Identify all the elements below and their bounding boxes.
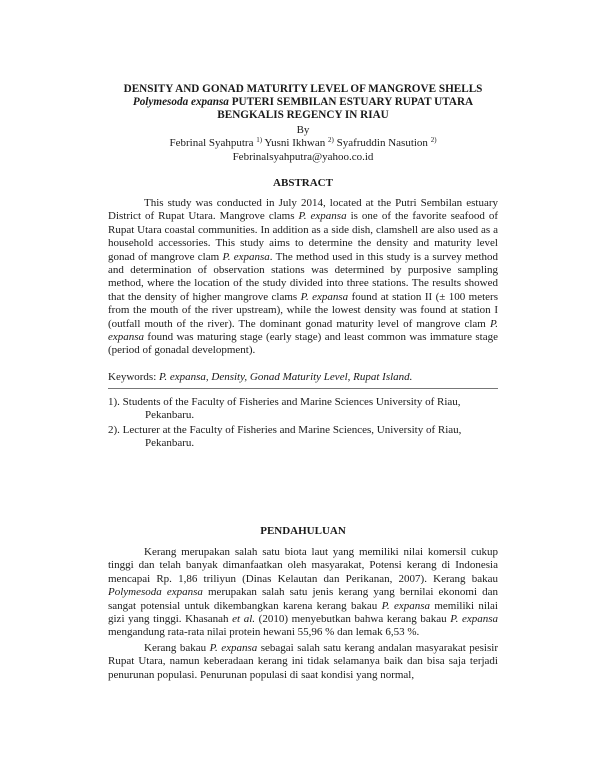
- keywords: [108, 371, 498, 384]
- species-name: P. expansa: [222, 250, 270, 263]
- intro-text: mengandung rata-rata nilai protein hewani 55,96 % dan lemak 6,53 %.: [108, 626, 420, 639]
- intro-paragraph-1: [108, 546, 498, 640]
- citation-et-al: et al.: [232, 613, 256, 626]
- keywords-label: Keywords:: [108, 371, 160, 383]
- species-name: P. expansa: [298, 210, 347, 223]
- author-3: Syafruddin Nasution: [333, 137, 428, 150]
- section-heading-pendahuluan: PENDAHULUAN: [260, 525, 346, 537]
- intro-text: memiliki nilai gizi yang tinggi. Khasanah: [108, 599, 498, 626]
- author-names: [108, 137, 498, 150]
- abstract-body: [108, 197, 498, 358]
- author-1: Febrinal Syahputra: [169, 137, 254, 150]
- footnote-2: 2). Lecturer at the Faculty of Fisheries and Marine Sciences, University of Riau, Pekanbaru.: [108, 423, 462, 450]
- title-line-2: [108, 96, 498, 109]
- title-line-2-rest: PUTERI SEMBILAN ESTUARY RUPAT UTARA: [228, 96, 474, 109]
- footnote-1: 1). Students of the Faculty of Fisheries and Marine Sciences University of Riau, Pekanbaru.: [108, 396, 461, 422]
- intro-text: (2010) menyebutkan bahwa kerang bakau: [255, 613, 451, 626]
- author-2: Yusni Ikhwan: [262, 137, 326, 150]
- footnote-divider: [108, 388, 498, 389]
- title-species-name: Polymesoda expansa: [132, 96, 229, 109]
- abstract-text: This study was conducted in July 2014, located at the Putri Sembilan estuary District of Rupat Utara. Mangrove clams: [108, 197, 498, 223]
- title-line-1: DENSITY AND GONAD MATURITY LEVEL OF MANGROVE SHELLS: [123, 83, 483, 95]
- species-name: P. expansa: [209, 641, 258, 654]
- author-3-affiliation: 2): [430, 136, 437, 145]
- abstract-text: . The method used in this study is a survey method and determination of observation stations was determined by purposive sampling method, where the location of the study divided into three stations. The results showed that the density of higher mangrove clams: [108, 250, 498, 303]
- author-1-affiliation: 1): [256, 136, 263, 145]
- footnotes: [108, 396, 498, 452]
- author-2-affiliation: 2): [327, 136, 334, 145]
- abstract-text: is one of the favorite seafood of Rupat Utara coastal communities. In addition as a side dish, clamshell are also used as a household accessories. This study aims to determine the density and maturity level gonad of mangrove clam: [108, 210, 498, 263]
- author-block: [108, 124, 498, 164]
- abstract-text: found at station II (± 100 meters from the mouth of the river upstream), while the lowest density was found at station I (outfall mouth of the river). The dominant gonad maturity level of mangrove clam: [108, 290, 498, 330]
- title-line-3: BENGKALIS REGENCY IN RIAU: [217, 109, 389, 122]
- species-name: P. expansa: [381, 599, 431, 612]
- intro-text: Kerang bakau: [144, 641, 210, 654]
- intro-paragraph-2: [108, 642, 498, 682]
- species-name: Polymesoda expansa: [108, 586, 203, 599]
- abstract-heading: ABSTRACT: [273, 177, 333, 189]
- introduction-body: [108, 546, 498, 684]
- by-label: By: [296, 124, 310, 136]
- intro-text: Kerang merupakan salah satu biota laut yang memiliki nilai komersil cukup tinggi dan telah banyak dimanfaatkan oleh masyarakat, Potensi kerang di Indonesia mencapai Rp. 1,86 triliyun (Dinas Kelautan dan Perikanan, 2007). Kerang bakau: [108, 546, 498, 585]
- abstract-paragraph: [108, 197, 498, 358]
- abstract-text: found was maturing stage (early stage) and least common was immature stage (period of gonadal development).: [108, 331, 498, 357]
- intro-text: sebagai salah satu kerang andalan masyarakat pesisir Rupat Utara, namun keberadaan kerang ini tidak selamanya baik dan bisa saja terjadi penurunan populasi. Penurunan populasi di saat kondisi yang normal,: [108, 641, 498, 681]
- species-name: P. expansa: [300, 290, 349, 303]
- paper-title: [108, 83, 498, 123]
- author-email: Febrinalsyahputra@yahoo.co.id: [232, 150, 374, 163]
- species-name: P. expansa: [450, 613, 499, 626]
- intro-text: merupakan salah satu jenis kerang yang bernilai ekonomi dan sangat potensial untuk dikembangkan karena kerang bakau: [108, 586, 498, 612]
- keywords-terms: P. expansa, Density, Gonad Maturity Level, Rupat Island.: [159, 371, 413, 383]
- species-name: P. expansa: [108, 317, 498, 344]
